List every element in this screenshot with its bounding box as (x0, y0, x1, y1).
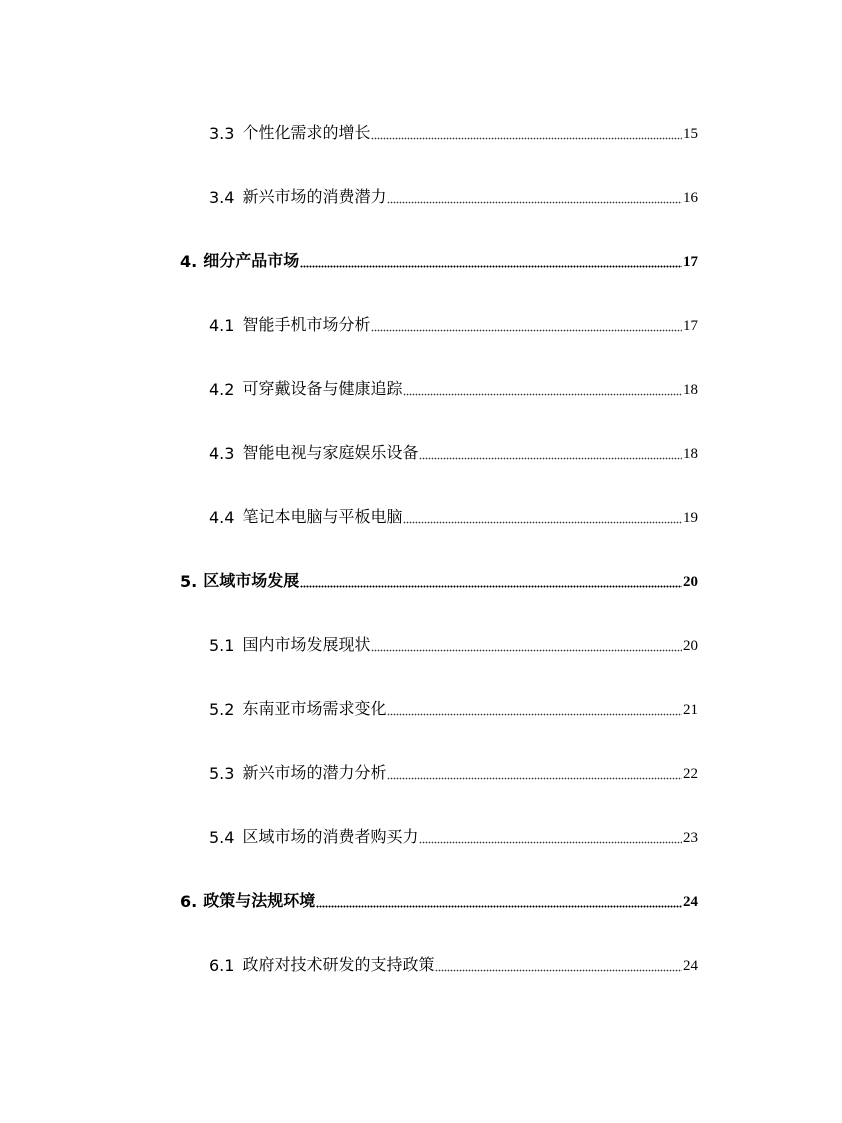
toc-entry-number: 6.1 (209, 956, 235, 975)
toc-entry-6[interactable] (180, 885, 698, 911)
toc-entry-number: 5.4 (209, 828, 235, 847)
toc-entry-page-number: 18 (683, 382, 698, 398)
toc-entry-5[interactable] (180, 565, 698, 591)
toc-entry-5-2[interactable] (209, 693, 698, 719)
toc-entry-title: 政策与法规环境 (203, 891, 316, 910)
toc-entry-page-number: 22 (683, 766, 698, 782)
toc-entry-page-number: 24 (683, 894, 698, 910)
toc-entry-page-number: 15 (683, 126, 698, 142)
toc-entry-title: 智能手机市场分析 (242, 315, 371, 334)
toc-entry-page-number: 20 (683, 574, 698, 590)
toc-entry-page-number: 17 (683, 254, 698, 270)
dot-leader (403, 514, 682, 524)
toc-entry-page-number: 23 (683, 830, 698, 846)
toc-entry-title: 细分产品市场 (203, 251, 300, 270)
toc-entry-page-number: 19 (683, 510, 698, 526)
toc-entry-page-number: 17 (683, 318, 698, 334)
dot-leader (419, 834, 682, 844)
toc-entry-number: 3.3 (209, 124, 235, 143)
toc-entry-number: 4. (180, 252, 198, 271)
toc-entry-4[interactable] (180, 245, 698, 271)
toc-entry-5-3[interactable] (209, 757, 698, 783)
dot-leader (387, 770, 682, 780)
toc-entry-title: 区域市场的消费者购买力 (242, 827, 419, 846)
toc-entry-number: 4.3 (209, 444, 235, 463)
toc-entry-page-number: 20 (683, 638, 698, 654)
toc-entry-3-3[interactable] (209, 117, 698, 143)
dot-leader (300, 578, 682, 588)
toc-entry-title: 可穿戴设备与健康追踪 (242, 379, 403, 398)
toc-entry-page-number: 18 (683, 446, 698, 462)
toc-entry-title: 新兴市场的潜力分析 (242, 763, 387, 782)
toc-entry-title: 个性化需求的增长 (242, 123, 371, 142)
dot-leader (419, 450, 682, 460)
toc-entry-5-4[interactable] (209, 821, 698, 847)
toc-entry-number: 6. (180, 892, 198, 911)
toc-entry-title: 智能电视与家庭娱乐设备 (242, 443, 419, 462)
dot-leader (371, 322, 682, 332)
dot-leader (316, 898, 682, 908)
toc-entry-title: 新兴市场的消费潜力 (242, 187, 387, 206)
toc-entry-number: 5.1 (209, 636, 235, 655)
toc-entry-title: 区域市场发展 (203, 571, 300, 590)
toc-entry-4-3[interactable] (209, 437, 698, 463)
toc-entry-4-2[interactable] (209, 373, 698, 399)
toc-entry-number: 4.2 (209, 380, 235, 399)
toc-entry-number: 3.4 (209, 188, 235, 207)
toc-entry-number: 5.2 (209, 700, 235, 719)
toc-entry-number: 4.4 (209, 508, 235, 527)
dot-leader (300, 258, 682, 268)
toc-entry-4-1[interactable] (209, 309, 698, 335)
toc-entry-3-4[interactable] (209, 181, 698, 207)
toc-entry-title: 东南亚市场需求变化 (242, 699, 387, 718)
toc-entry-4-4[interactable] (209, 501, 698, 527)
toc-entry-title: 笔记本电脑与平板电脑 (242, 507, 403, 526)
toc-entry-page-number: 21 (683, 702, 698, 718)
toc-entry-number: 4.1 (209, 316, 235, 335)
toc-entry-page-number: 24 (683, 958, 698, 974)
toc-entry-5-1[interactable] (209, 629, 698, 655)
toc-entry-title: 政府对技术研发的支持政策 (242, 955, 435, 974)
toc-entry-number: 5. (180, 572, 198, 591)
toc-entry-number: 5.3 (209, 764, 235, 783)
toc-entry-6-1[interactable] (209, 949, 698, 975)
toc-entry-title: 国内市场发展现状 (242, 635, 371, 654)
dot-leader (387, 706, 682, 716)
dot-leader (371, 642, 682, 652)
dot-leader (387, 194, 682, 204)
dot-leader (403, 386, 682, 396)
toc-entry-page-number: 16 (683, 190, 698, 206)
dot-leader (371, 130, 682, 140)
dot-leader (435, 962, 682, 972)
